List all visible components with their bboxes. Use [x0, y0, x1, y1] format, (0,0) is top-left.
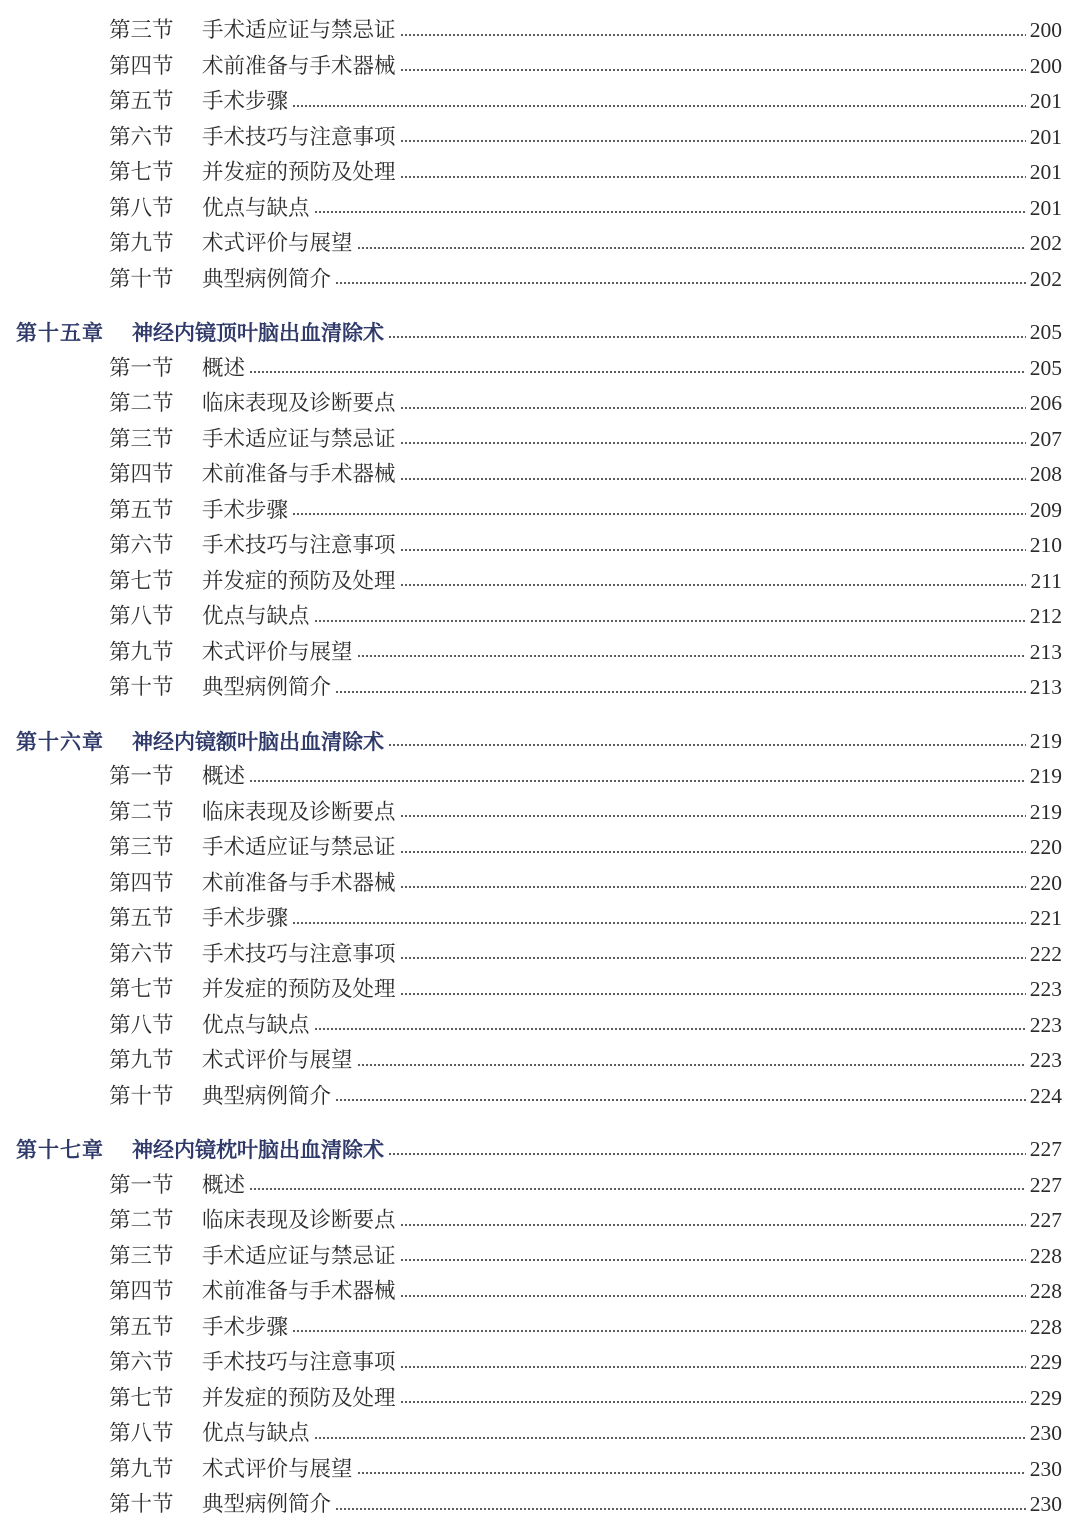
toc-section-entry[interactable]	[0, 1310, 1080, 1346]
page-number: 230	[1029, 1421, 1062, 1445]
dot-leader	[292, 922, 1026, 924]
page-number: 206	[1029, 391, 1062, 415]
dot-leader	[292, 1330, 1026, 1332]
section-title: 优点与缺点	[202, 1421, 310, 1446]
section-title: 临床表现及诊断要点	[202, 799, 396, 825]
section-title: 术式评价与展望	[202, 1456, 353, 1482]
toc-section-entry[interactable]	[0, 759, 1080, 795]
dot-leader	[314, 211, 1026, 213]
section-title: 临床表现及诊断要点	[202, 1208, 396, 1233]
section-label: 第七节	[109, 1385, 174, 1411]
page-number: 227	[1029, 1137, 1062, 1161]
dot-leader	[400, 140, 1026, 142]
section-title: 优点与缺点	[202, 604, 310, 629]
dot-leader	[314, 1437, 1026, 1439]
section-title: 并发症的预防及处理	[202, 977, 396, 1002]
dot-leader	[400, 549, 1026, 551]
section-title: 并发症的预防及处理	[202, 1385, 396, 1411]
section-title: 手术技巧与注意事项	[202, 124, 396, 150]
page-number: 213	[1029, 675, 1062, 699]
page-number: 219	[1029, 764, 1062, 788]
section-label: 第九节	[109, 1456, 174, 1482]
section-title: 术前准备与手术器械	[202, 462, 396, 487]
section-label: 第十节	[109, 675, 174, 700]
toc-chapter-entry[interactable]	[0, 315, 1080, 351]
toc-section-entry[interactable]	[0, 1274, 1080, 1310]
section-label: 第三节	[109, 426, 174, 452]
section-title: 临床表现及诊断要点	[202, 391, 396, 416]
section-label: 第五节	[109, 89, 174, 114]
page-number: 212	[1029, 604, 1062, 628]
section-label: 第四节	[109, 462, 174, 487]
section-label: 第八节	[109, 1012, 174, 1038]
toc-section-entry[interactable]	[0, 1487, 1080, 1523]
section-label: 第一节	[109, 355, 174, 381]
toc-section-entry[interactable]	[0, 670, 1080, 706]
toc-section-entry[interactable]	[0, 155, 1080, 191]
section-label: 第四节	[109, 53, 174, 79]
chapter-label: 第十五章	[16, 320, 104, 345]
toc-section-entry[interactable]	[0, 866, 1080, 902]
section-title: 手术步骤	[202, 1314, 289, 1340]
section-title: 手术适应证与禁忌证	[202, 18, 396, 43]
toc-section-entry[interactable]	[0, 1239, 1080, 1275]
dot-leader	[335, 691, 1026, 693]
toc-section-entry[interactable]	[0, 1345, 1080, 1381]
page-number: 219	[1029, 799, 1062, 824]
page-number: 202	[1029, 231, 1062, 255]
dot-leader	[388, 336, 1026, 338]
section-title: 手术步骤	[202, 89, 289, 114]
section-label: 第五节	[109, 1314, 174, 1340]
section-label: 第一节	[109, 764, 174, 789]
section-title: 手术适应证与禁忌证	[202, 426, 396, 452]
section-label: 第六节	[109, 1350, 174, 1375]
dot-leader	[292, 105, 1026, 107]
dot-leader	[400, 407, 1026, 409]
dot-leader	[292, 513, 1026, 515]
toc-chapter-entry[interactable]	[0, 724, 1080, 760]
page-number: 220	[1029, 870, 1062, 895]
page-number: 201	[1029, 89, 1062, 113]
section-title: 术式评价与展望	[202, 639, 353, 665]
page-number: 208	[1029, 462, 1062, 486]
section-label: 第五节	[109, 497, 174, 523]
page-number: 229	[1029, 1385, 1062, 1410]
toc-section-entry[interactable]	[0, 191, 1080, 227]
page-number: 205	[1029, 355, 1062, 380]
page-number: 230	[1029, 1456, 1062, 1481]
dot-leader	[400, 1259, 1026, 1261]
dot-leader	[400, 993, 1026, 995]
dot-leader	[400, 815, 1026, 817]
dot-leader	[388, 744, 1026, 746]
toc-section-entry[interactable]	[0, 351, 1080, 387]
toc-section-entry[interactable]	[0, 937, 1080, 973]
section-title: 术前准备与手术器械	[202, 1279, 396, 1304]
toc-section-entry[interactable]	[0, 13, 1080, 49]
toc-section-entry[interactable]	[0, 49, 1080, 85]
chapter-label: 第十六章	[16, 728, 104, 754]
toc-block	[0, 13, 1080, 297]
section-title: 典型病例简介	[202, 1083, 332, 1109]
page-number: 200	[1029, 18, 1062, 42]
dot-leader	[400, 957, 1026, 959]
page-number: 211	[1030, 568, 1062, 593]
dot-leader	[400, 851, 1026, 853]
dot-leader	[335, 1099, 1026, 1101]
section-label: 第八节	[109, 1421, 174, 1446]
dot-leader	[357, 1472, 1026, 1474]
toc-section-entry[interactable]	[0, 1168, 1080, 1204]
toc-section-entry[interactable]	[0, 564, 1080, 600]
page-number: 210	[1029, 533, 1062, 557]
toc-section-entry[interactable]	[0, 120, 1080, 156]
section-label: 第六节	[109, 124, 174, 150]
toc-section-entry[interactable]	[0, 493, 1080, 529]
toc-section-entry[interactable]	[0, 1452, 1080, 1488]
section-label: 第七节	[109, 568, 174, 594]
section-label: 第三节	[109, 18, 174, 43]
toc-section-entry[interactable]	[0, 386, 1080, 422]
toc-section-entry[interactable]	[0, 635, 1080, 671]
section-title: 并发症的预防及处理	[202, 160, 396, 185]
page-number: 222	[1029, 941, 1062, 966]
page-number: 227	[1029, 1208, 1062, 1232]
page-number: 228	[1029, 1243, 1062, 1268]
page-number: 201	[1029, 195, 1062, 220]
section-label: 第三节	[109, 835, 174, 860]
section-label: 第二节	[109, 799, 174, 825]
dot-leader	[388, 1153, 1026, 1155]
toc-section-entry[interactable]	[0, 422, 1080, 458]
section-label: 第八节	[109, 604, 174, 629]
section-label: 第九节	[109, 1048, 174, 1073]
page-number: 200	[1029, 53, 1062, 78]
section-label: 第九节	[109, 639, 174, 665]
section-title: 典型病例简介	[202, 1492, 332, 1517]
page-number: 209	[1029, 497, 1062, 522]
dot-leader	[400, 176, 1026, 178]
section-title: 术前准备与手术器械	[202, 53, 396, 79]
page-number: 223	[1029, 977, 1062, 1001]
section-title: 术式评价与展望	[202, 1048, 353, 1073]
table-of-contents	[0, 13, 1080, 1523]
page-number: 219	[1029, 728, 1062, 753]
toc-section-entry[interactable]	[0, 1416, 1080, 1452]
chapter-title: 神经内镜枕叶脑出血清除术	[132, 1137, 384, 1162]
dot-leader	[400, 69, 1026, 71]
page-number: 207	[1029, 426, 1062, 451]
dot-leader	[400, 1295, 1026, 1297]
toc-section-entry[interactable]	[0, 830, 1080, 866]
toc-section-entry[interactable]	[0, 1079, 1080, 1115]
section-label: 第一节	[109, 1172, 174, 1198]
page-number: 230	[1029, 1492, 1062, 1516]
section-title: 优点与缺点	[202, 195, 310, 221]
section-label: 第六节	[109, 941, 174, 967]
dot-leader	[400, 886, 1026, 888]
page-number: 228	[1029, 1314, 1062, 1339]
section-label: 第七节	[109, 977, 174, 1002]
dot-leader	[249, 371, 1026, 373]
section-title: 概述	[202, 355, 246, 381]
page-number: 221	[1029, 906, 1062, 930]
section-label: 第三节	[109, 1243, 174, 1269]
dot-leader	[400, 1401, 1026, 1403]
page-number: 223	[1029, 1012, 1062, 1037]
section-label: 第四节	[109, 1279, 174, 1304]
chapter-title: 神经内镜额叶脑出血清除术	[132, 728, 384, 754]
section-label: 第五节	[109, 906, 174, 931]
section-title: 手术适应证与禁忌证	[202, 1243, 396, 1269]
page-number: 201	[1029, 160, 1062, 184]
toc-section-entry[interactable]	[0, 901, 1080, 937]
section-label: 第二节	[109, 391, 174, 416]
dot-leader	[357, 1064, 1026, 1066]
section-title: 典型病例简介	[202, 266, 332, 292]
section-label: 第七节	[109, 160, 174, 185]
section-title: 手术适应证与禁忌证	[202, 835, 396, 860]
dot-leader	[249, 1188, 1026, 1190]
dot-leader	[357, 655, 1026, 657]
dot-leader	[400, 1366, 1026, 1368]
dot-leader	[400, 478, 1026, 480]
dot-leader	[249, 780, 1026, 782]
dot-leader	[400, 1224, 1026, 1226]
section-title: 典型病例简介	[202, 675, 332, 700]
chapter-title: 神经内镜顶叶脑出血清除术	[132, 320, 384, 345]
section-label: 第二节	[109, 1208, 174, 1233]
toc-section-entry[interactable]	[0, 226, 1080, 262]
page-number: 201	[1029, 124, 1062, 149]
page-number: 220	[1029, 835, 1062, 859]
toc-section-entry[interactable]	[0, 795, 1080, 831]
toc-section-entry[interactable]	[0, 599, 1080, 635]
toc-section-entry[interactable]	[0, 262, 1080, 298]
section-label: 第四节	[109, 870, 174, 896]
dot-leader	[357, 247, 1026, 249]
section-title: 术前准备与手术器械	[202, 870, 396, 896]
page-number: 229	[1029, 1350, 1062, 1374]
dot-leader	[314, 620, 1026, 622]
toc-section-entry[interactable]	[0, 1043, 1080, 1079]
section-label: 第十节	[109, 1083, 174, 1109]
page-number: 224	[1029, 1083, 1062, 1108]
toc-section-entry[interactable]	[0, 528, 1080, 564]
section-title: 优点与缺点	[202, 1012, 310, 1038]
section-title: 手术技巧与注意事项	[202, 1350, 396, 1375]
toc-block	[0, 724, 1080, 1115]
toc-section-entry[interactable]	[0, 84, 1080, 120]
page-number: 228	[1029, 1279, 1062, 1303]
toc-section-entry[interactable]	[0, 1203, 1080, 1239]
section-label: 第十节	[109, 266, 174, 292]
toc-chapter-entry[interactable]	[0, 1132, 1080, 1168]
page-number: 205	[1029, 320, 1062, 344]
dot-leader	[335, 1508, 1026, 1510]
page-number: 202	[1029, 266, 1062, 291]
dot-leader	[314, 1028, 1026, 1030]
section-title: 手术技巧与注意事项	[202, 941, 396, 967]
toc-block	[0, 1132, 1080, 1523]
section-label: 第十节	[109, 1492, 174, 1517]
dot-leader	[400, 34, 1026, 36]
section-title: 概述	[202, 764, 246, 789]
page-number: 213	[1029, 639, 1062, 664]
section-label: 第八节	[109, 195, 174, 221]
dot-leader	[335, 282, 1026, 284]
section-title: 并发症的预防及处理	[202, 568, 396, 594]
dot-leader	[400, 442, 1026, 444]
section-title: 术式评价与展望	[202, 231, 353, 256]
section-title: 概述	[202, 1172, 246, 1198]
dot-leader	[400, 584, 1026, 586]
page-number: 227	[1029, 1172, 1062, 1197]
section-label: 第九节	[109, 231, 174, 256]
section-title: 手术步骤	[202, 906, 289, 931]
section-title: 手术步骤	[202, 497, 289, 523]
toc-section-entry[interactable]	[0, 972, 1080, 1008]
section-title: 手术技巧与注意事项	[202, 533, 396, 558]
chapter-label: 第十七章	[16, 1137, 104, 1162]
toc-section-entry[interactable]	[0, 1008, 1080, 1044]
section-label: 第六节	[109, 533, 174, 558]
toc-section-entry[interactable]	[0, 457, 1080, 493]
toc-section-entry[interactable]	[0, 1381, 1080, 1417]
page-number: 223	[1029, 1048, 1062, 1072]
toc-block	[0, 315, 1080, 706]
